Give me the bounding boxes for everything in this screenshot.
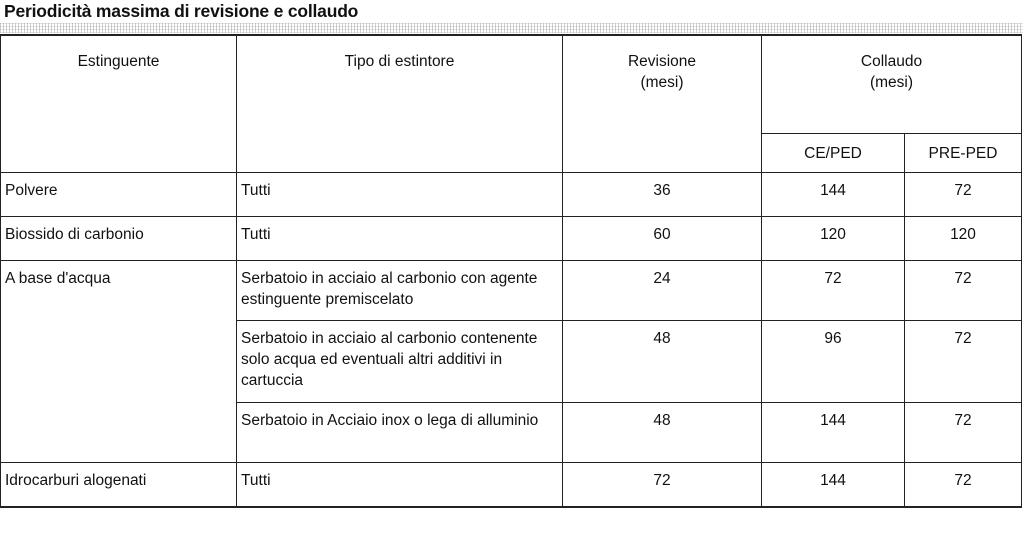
table-row <box>1 217 1022 261</box>
cell-estinguente: Polvere <box>1 173 237 217</box>
cell-ce-ped: 120 <box>762 217 905 261</box>
header-row <box>1 35 1022 134</box>
cell-revisione: 60 <box>563 217 762 261</box>
table-row <box>1 463 1022 508</box>
table-row <box>1 173 1022 217</box>
header-revisione-line2: (mesi) <box>640 74 684 91</box>
cell-ce-ped: 72 <box>762 261 905 321</box>
header-revisione <box>563 35 762 173</box>
cell-estinguente: A base d'acqua <box>1 261 237 463</box>
table-row <box>1 261 1022 321</box>
cell-tipo: Serbatoio in Acciaio inox o lega di alluminio <box>237 403 563 463</box>
cell-ce-ped: 144 <box>762 403 905 463</box>
cell-tipo: Tutti <box>237 173 563 217</box>
cell-revisione: 48 <box>563 321 762 403</box>
cell-tipo: Tutti <box>237 463 563 508</box>
cell-ce-ped: 144 <box>762 173 905 217</box>
cell-revisione: 48 <box>563 403 762 463</box>
cell-estinguente: Idrocarburi alogenati <box>1 463 237 508</box>
cell-ce-ped: 96 <box>762 321 905 403</box>
header-pre-ped: PRE-PED <box>905 134 1022 173</box>
document-title: Periodicità massima di revisione e collaudo <box>4 1 359 21</box>
scan-noise-strip <box>0 23 1023 33</box>
header-revisione-line1: Revisione <box>627 53 697 70</box>
cell-pre-ped: 72 <box>905 403 1022 463</box>
header-collaudo-line1: Collaudo <box>860 53 923 70</box>
header-estinguente: Estinguente <box>1 35 237 173</box>
cell-pre-ped: 120 <box>905 217 1022 261</box>
cell-pre-ped: 72 <box>905 173 1022 217</box>
header-collaudo <box>762 35 1022 134</box>
cell-tipo: Serbatoio in acciaio al carbonio contenente solo acqua ed eventuali altri additivi in cartuccia <box>237 321 563 403</box>
cell-revisione: 36 <box>563 173 762 217</box>
cell-tipo: Tutti <box>237 217 563 261</box>
cell-pre-ped: 72 <box>905 321 1022 403</box>
cell-estinguente: Biossido di carbonio <box>1 217 237 261</box>
cell-tipo: Serbatoio in acciaio al carbonio con agente estinguente premiscelato <box>237 261 563 321</box>
cell-pre-ped: 72 <box>905 261 1022 321</box>
header-ce-ped: CE/PED <box>762 134 905 173</box>
cell-revisione: 24 <box>563 261 762 321</box>
header-tipo: Tipo di estintore <box>237 35 563 173</box>
cell-revisione: 72 <box>563 463 762 508</box>
cell-pre-ped: 72 <box>905 463 1022 508</box>
header-collaudo-line2: (mesi) <box>869 74 914 91</box>
cell-ce-ped: 144 <box>762 463 905 508</box>
revision-table <box>0 34 1022 508</box>
